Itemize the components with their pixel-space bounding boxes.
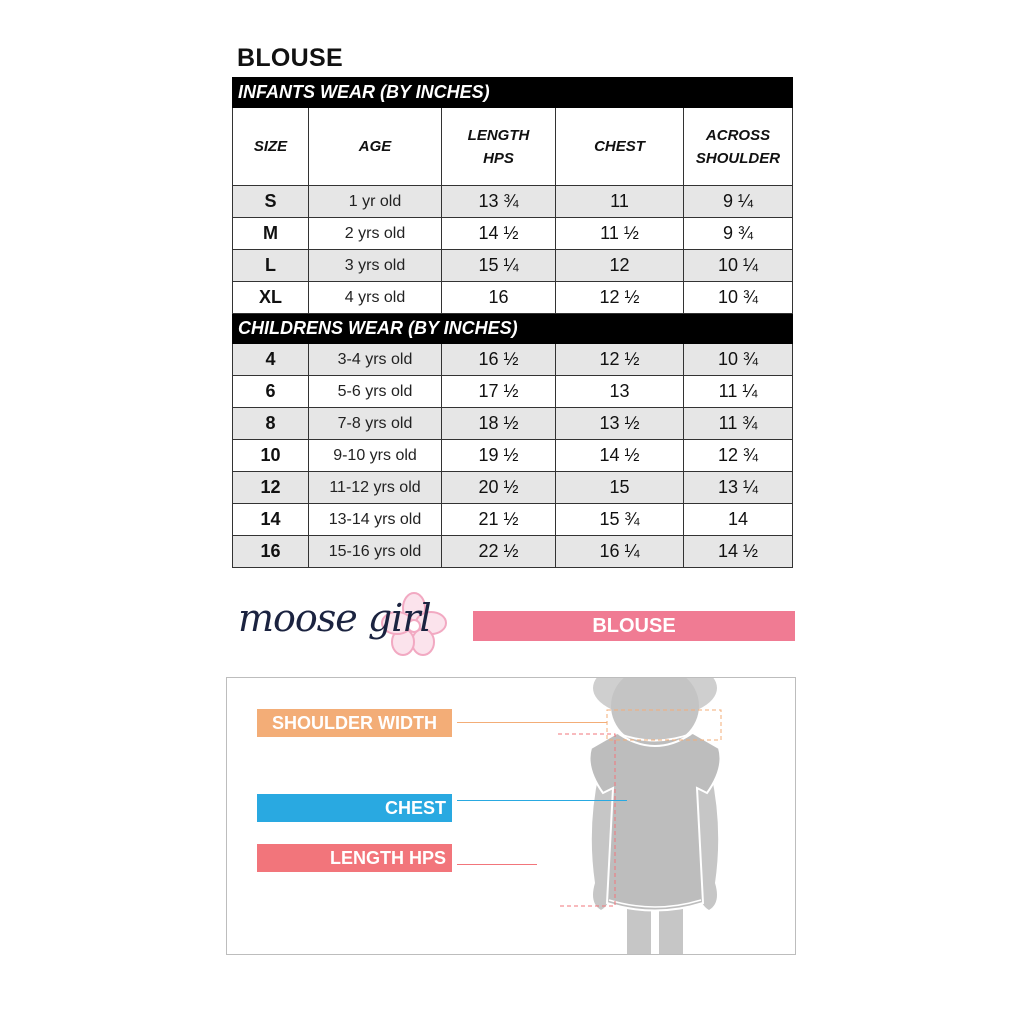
size-cell: 8 (233, 408, 309, 440)
length-cell: 19 ½ (442, 440, 556, 472)
length-cell: 16 (442, 282, 556, 314)
chest-guide-line (457, 800, 627, 801)
infants-section-title: INFANTS WEAR (BY INCHES) (233, 78, 793, 108)
length-cell: 22 ½ (442, 536, 556, 568)
age-cell: 1 yr old (309, 186, 442, 218)
chest-cell: 11 ½ (556, 218, 684, 250)
age-cell: 9-10 yrs old (309, 440, 442, 472)
size-cell: 12 (233, 472, 309, 504)
size-cell: S (233, 186, 309, 218)
shoulder-guide-line (457, 722, 607, 723)
header-age: AGE (309, 108, 442, 186)
header-shoulder-line1: ACROSS (705, 126, 771, 144)
shoulder-cell: 12 ¾ (684, 440, 793, 472)
table-row (233, 472, 793, 504)
shoulder-width-label: SHOULDER WIDTH (257, 709, 452, 737)
length-guide-line (457, 864, 537, 865)
length-cell: 14 ½ (442, 218, 556, 250)
age-cell: 13-14 yrs old (309, 504, 442, 536)
chest-cell: 16 ¼ (556, 536, 684, 568)
table-row (233, 536, 793, 568)
shoulder-cell: 10 ¾ (684, 344, 793, 376)
chest-cell: 15 (556, 472, 684, 504)
table-row (233, 218, 793, 250)
length-cell: 18 ½ (442, 408, 556, 440)
page-title: BLOUSE (237, 44, 343, 72)
age-cell: 5-6 yrs old (309, 376, 442, 408)
age-cell: 4 yrs old (309, 282, 442, 314)
age-cell: 15-16 yrs old (309, 536, 442, 568)
length-cell: 20 ½ (442, 472, 556, 504)
chest-cell: 13 (556, 376, 684, 408)
table-row (233, 504, 793, 536)
childrens-section-title: CHILDRENS WEAR (BY INCHES) (233, 314, 793, 344)
infants-section-header (233, 78, 793, 108)
table-row (233, 186, 793, 218)
chest-label: CHEST (257, 794, 452, 822)
chest-cell: 11 (556, 186, 684, 218)
length-cell: 15 ¼ (442, 250, 556, 282)
table-row (233, 408, 793, 440)
header-length-line2: HPS (483, 149, 514, 167)
header-shoulder (684, 108, 793, 186)
age-cell: 2 yrs old (309, 218, 442, 250)
shoulder-cell: 14 (684, 504, 793, 536)
table-row (233, 344, 793, 376)
length-cell: 16 ½ (442, 344, 556, 376)
length-hps-label: LENGTH HPS (257, 844, 452, 872)
shoulder-cell: 9 ¾ (684, 218, 793, 250)
shoulder-cell: 14 ½ (684, 536, 793, 568)
shoulder-cell: 10 ¾ (684, 282, 793, 314)
length-cell: 17 ½ (442, 376, 556, 408)
table-row (233, 282, 793, 314)
age-cell: 11-12 yrs old (309, 472, 442, 504)
size-cell: 6 (233, 376, 309, 408)
chest-cell: 15 ¾ (556, 504, 684, 536)
size-cell: L (233, 250, 309, 282)
table-row (233, 376, 793, 408)
age-cell: 3 yrs old (309, 250, 442, 282)
shoulder-cell: 10 ¼ (684, 250, 793, 282)
chest-cell: 12 ½ (556, 344, 684, 376)
brand-name: moose girl (238, 596, 431, 640)
size-cell: 10 (233, 440, 309, 472)
header-chest: CHEST (556, 108, 684, 186)
size-cell: 4 (233, 344, 309, 376)
size-cell: M (233, 218, 309, 250)
shoulder-cell: 11 ¾ (684, 408, 793, 440)
shoulder-cell: 9 ¼ (684, 186, 793, 218)
header-size: SIZE (233, 108, 309, 186)
size-chart-table (232, 77, 793, 568)
shoulder-cell: 13 ¼ (684, 472, 793, 504)
chest-cell: 13 ½ (556, 408, 684, 440)
age-cell: 7-8 yrs old (309, 408, 442, 440)
header-length-line1: LENGTH (467, 126, 530, 144)
product-banner: BLOUSE (473, 611, 795, 641)
header-length (442, 108, 556, 186)
column-header-row (233, 108, 793, 186)
childrens-section-header (233, 314, 793, 344)
brand-logo (234, 588, 449, 660)
size-cell: 16 (233, 536, 309, 568)
size-cell: 14 (233, 504, 309, 536)
age-cell: 3-4 yrs old (309, 344, 442, 376)
header-shoulder-line2: SHOULDER (695, 149, 781, 167)
shoulder-cell: 11 ¼ (684, 376, 793, 408)
chest-cell: 12 (556, 250, 684, 282)
length-cell: 13 ¾ (442, 186, 556, 218)
chest-cell: 12 ½ (556, 282, 684, 314)
measurement-diagram (226, 677, 796, 955)
table-row (233, 440, 793, 472)
chest-cell: 14 ½ (556, 440, 684, 472)
size-cell: XL (233, 282, 309, 314)
child-silhouette-icon (557, 678, 795, 954)
table-row (233, 250, 793, 282)
length-cell: 21 ½ (442, 504, 556, 536)
